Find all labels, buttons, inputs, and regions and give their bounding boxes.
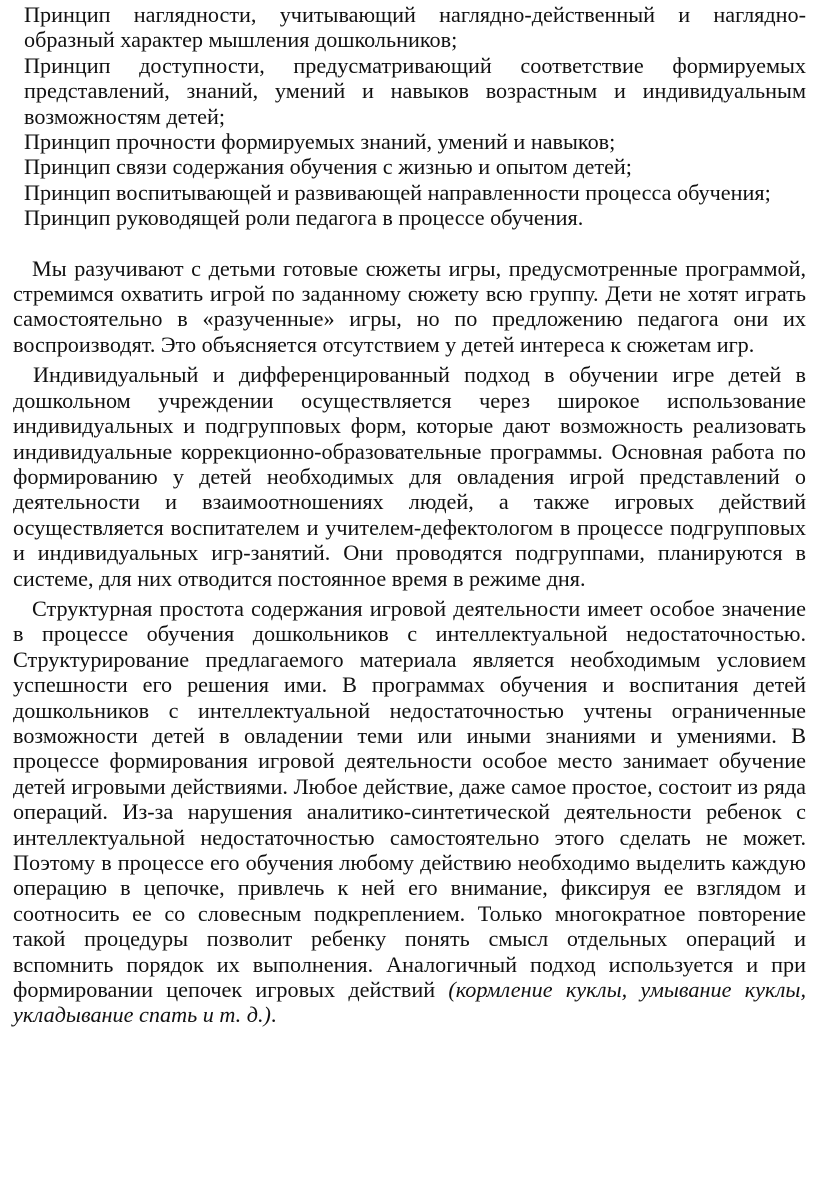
principle-item	[13, 129, 806, 154]
principle-item	[13, 205, 806, 230]
principle-item	[13, 2, 806, 53]
paragraph-end-mark: .	[270, 1002, 277, 1028]
paragraph-italic-examples: (кормление куклы, умывание куклы, укладывание спать и т. д.)	[13, 977, 806, 1028]
principle-text: Принцип руководящей роли педагога в процессе обучения.	[24, 205, 584, 231]
paragraph-individual-approach: Индивидуальный и дифференцированный подход в обучении игре детей в дошкольном учреждении осуществляется через широкое использование индивидуальных и подгрупповых форм, которые дают возможность реализовать индивидуальные коррекционно-образовательные программы. Основная работа по формированию у детей необходимых для овладения игрой представлений о деятельности и взаимоотношениях людей, а также игровых действий осуществляется воспитателем и учителем-дефектологом в процессе подгрупповых и индивидуальных игр-занятий. Они проводятся подгруппами, планируются в системе, для них отводится постоянное время в режиме дня.	[13, 362, 806, 591]
paragraph-structural-simplicity	[13, 596, 806, 1028]
principle-text: Принцип воспитывающей и развивающей направленности процесса обучения;	[24, 179, 771, 205]
principle-text: Принцип доступности, предусматривающий соответствие формируемых представлений, знаний, умений и навыков возрастным и индивидуальным возможностям детей;	[24, 52, 806, 129]
principle-item	[13, 180, 806, 205]
principle-text: Принцип прочности формируемых знаний, умений и навыков;	[24, 129, 616, 155]
principle-text: Принцип наглядности, учитывающий наглядно-действенный и наглядно-образный характер мышления дошкольников;	[24, 2, 806, 53]
principles-list	[13, 2, 806, 231]
paragraph-main-text: Структурная простота содержания игровой деятельности имеет особое значение в процессе обучения дошкольников с интеллектуальной недостаточностью. Структурирование предлагаемого материала является необходимым условием успешности его решения ими. В программах обучения и воспитания детей дошкольников с интеллектуальной недостаточностью учтены ограниченные возможности детей в овладении теми или иными знаниями и умениями. В процессе формирования игровой деятельности особое место занимает обучение детей игровыми действиями. Любое действие, даже самое простое, состоит из ряда операций. Из-за нарушения аналитико-синтетической деятельности ребенок с интеллектуальной недостаточностью самостоятельно этого сделать не может. Поэтому в процессе его обучения любому действию необходимо выделить каждую операцию в цепочке, привлечь к ней его внимание, фиксируя ее взглядом и соотносить ее со словесным подкреплением. Только многократное повторение такой процедуры позволит ребенку понять смысл отдельных операций и вспомнить порядок их выполнения. Аналогичный подход используется и при формировании цепочек игровых действий	[13, 595, 806, 1003]
principle-item	[13, 53, 806, 129]
paragraph-game-plots: Мы разучивают с детьми готовые сюжеты игры, предусмотренные программой, стремимся охватить игрой по заданному сюжету всю группу. Дети не хотят играть самостоятельно в «разученные» игры, но по предложению педагога они их воспроизводят. Это объясняется отсутствием у детей интереса к сюжетам игр.	[13, 255, 806, 357]
principle-text: Принцип связи содержания обучения с жизнью и опытом детей;	[24, 154, 632, 180]
paragraph-spacer	[13, 231, 806, 256]
principle-item	[13, 154, 806, 179]
